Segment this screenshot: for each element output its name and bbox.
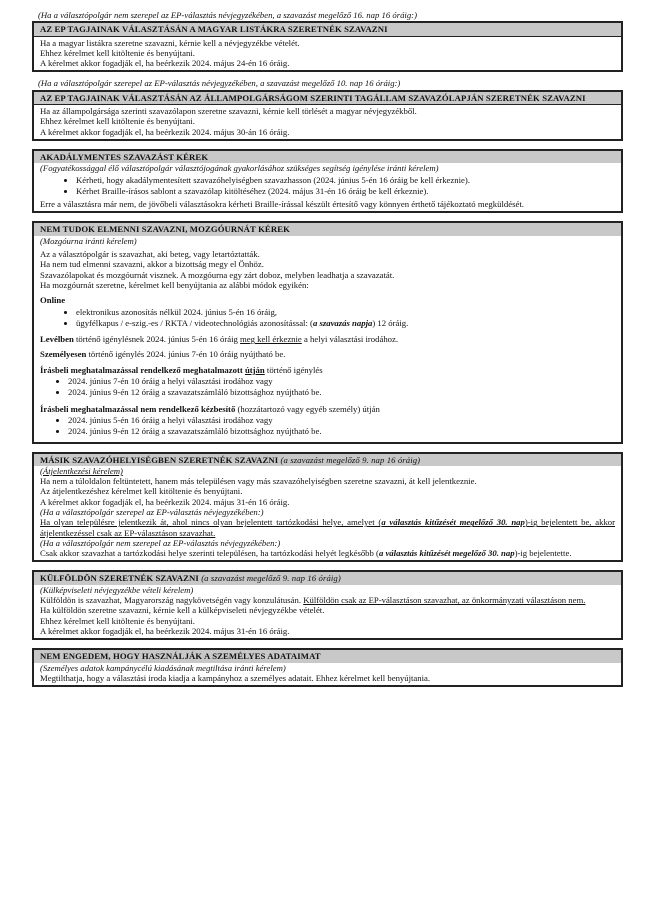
section-atjelentkezes [32,452,623,563]
meghatalmazott-heading: Írásbeli meghatalmazással rendelkező meghatalmazott útján történő igénylés [40,364,323,375]
bullet-list [40,376,615,398]
bullet-list [40,307,615,329]
section-title-note: (a szavazást megelőző 9. nap 16 óráig) [280,454,421,465]
section-ep-magyar-lista [32,21,623,72]
text-line: A kérelmet akkor fogadják el, ha beérkezik 2024. május 24-én 16 óráig. [40,58,290,69]
section-subtitle: (Mozgóurna iránti kérelem) [40,235,137,246]
text-line: A kérelmet akkor fogadják el, ha beérkezik 2024. május 30-án 16 óráig. [40,126,290,137]
list-item: • Kérhet Braille-írásos sablont a szavazólap kitöltéséhez (2024. május 31-én 16 óráig be kell érkeznie). [76,186,615,196]
text-line: Ehhez kérelmet kell kitöltenie és benyújtani. [40,116,195,127]
section-subtitle: (Fogyatékossággal élő választópolgár választójogának gyakorlásához szükséges segítség igénylése iránti kérelem) [40,163,439,174]
section-akadalymentes [32,149,623,213]
section-note: (Ha a választópolgár nem szerepel az EP-választás névjegyzékében:) [40,537,281,548]
text-line: Az a választópolgár is szavazhat, aki beteg, vagy letartóztatták. [40,249,260,260]
section-subtitle: (Külképviseleti névjegyzékbe vételi kérelem) [40,584,194,595]
online-label: Online [40,295,66,306]
section-note: (Ha a választópolgár szerepel az EP-választás névjegyzékében, a szavazást megelőző 10. nap 16 óráig:) [38,78,401,89]
text-line: Ha külföldön szeretne szavazni, kérnie kell a külképviseleti névjegyzékbe vételét. [40,605,325,616]
text-line: Ha mozgóurnát szeretne, kérelmet kell benyújtania az alábbi módok egyikén: [40,279,309,290]
section-mozgourna [32,221,623,443]
text-paragraph: Csak akkor szavazhat a tartózkodási helye szerinti településen, ha tartózkodási helyét legkésőbb (a választás kitűzését megelőző 30. nap)-ig bejelentette. [40,548,572,559]
text-paragraph: Külföldön is szavazhat, Magyarország nagykövetségén vagy konzulátusán. Külföldön csak az EP-választáson szavazhat, az önkormányzati választáson nem. [40,595,586,606]
text-line: Ehhez kérelmet kell kitöltenie és benyújtani. [40,615,195,626]
list-item: • elektronikus azonosítás nélkül 2024. június 5-én 16 óráig, [76,307,615,317]
text-paragraph: Erre a választásra már nem, de jövőbeli választásokra kérheti Braille-írással készült értesítő vagy könnyen érthető tájékoztató megküldését. [40,199,524,210]
text-line: Ha nem tud elmenni szavazni, akkor a bizottság megy el Önhöz. [40,259,264,270]
section-subtitle: (Személyes adatok kampánycélú kiadásának megtiltása iránti kérelem) [40,662,286,673]
bullet-list [40,175,615,197]
text-line: Ha nem a túloldalon feltüntetett, hanem más településen vagy más szavazóhelyiségben szeretne szavazni, át kell jelentkeznie. [40,476,477,487]
list-item: • 2024. június 7-én 10 óráig a helyi választási irodához vagy [68,376,615,386]
section-title: AZ EP TAGJAINAK VÁLASZTÁSÁN AZ ÁLLAMPOLGÁRSÁGOM SZERINTI TAGÁLLAM SZAVAZÓLAPJÁN SZERETNÉK SZAVAZNI [34,92,621,105]
section-subtitle: (Átjelentkezési kérelem) [40,465,123,476]
section-title: NEM ENGEDEM, HOGY HASZNÁLJÁK A SZEMÉLYES ADATAIMAT [40,651,321,662]
section-title: MÁSIK SZAVAZÓHELYISÉGBEN SZERETNÉK SZAVAZNI [40,454,279,465]
text-line: Ehhez kérelmet kell kitöltenie és benyújtani. [40,47,195,58]
list-item: • 2024. június 5-én 16 óráig a helyi választási irodához vagy [68,415,615,425]
section-ep-tagallam [32,90,623,141]
text-line: Megtilthatja, hogy a választási iroda kiadja a kampányhoz a személyes adatait. Ehhez kérelmet kell benyújtania. [40,672,431,683]
kezbesito-heading: Írásbeli meghatalmazással nem rendelkező kézbesítő (hozzátartozó vagy egyéb személy) útján [40,403,380,414]
levelben-line: Levélben történő igénylésnek 2024. június 5-én 16 óráig meg kell érkeznie a helyi választási irodához. [40,334,399,345]
text-line: Az átjelentkezéshez kérelmet kell kitöltenie és benyújtani. [40,486,243,497]
text-line: Ha az állampolgársága szerinti szavazólapon szeretne szavazni, kérnie kell törlését a magyar névjegyzékből. [40,106,417,117]
section-title: AZ EP TAGJAINAK VÁLASZTÁSÁN A MAGYAR LISTÁKRA SZERETNÉK SZAVAZNI [34,23,621,36]
section-kulfold [32,570,623,640]
bullet-list [40,415,615,437]
text-line: A kérelmet akkor fogadják el, ha beérkezik 2024. május 31-én 16 óráig. [40,496,290,507]
section-title: NEM TUDOK ELMENNI SZAVAZNI, MOZGÓURNÁT KÉREK [40,224,290,235]
list-item: • 2024. június 9-én 12 óráig a szavazatszámláló bizottsághoz nyújtható be. [68,387,615,397]
list-item: • Kérheti, hogy akadálymentesített szavazóhelyiségben szavazhasson (2024. június 5-én 16 óráig be kell érkeznie). [76,175,615,185]
section-note: (Ha a választópolgár szerepel az EP-választás névjegyzékében:) [40,506,264,517]
list-item: • ügyfélkapus / e-szig.-es / RKTA / videotechnológiás azonosítással: (a szavazás napja) 12 óráig. [76,318,615,328]
section-title: AKADÁLYMENTES SZAVAZÁST KÉREK [40,151,209,162]
section-note: (Ha a választópolgár nem szerepel az EP-választás névjegyzékében, a szavazást megelőző 16. nap 16 óráig:) [38,10,417,20]
text-line: Ha a magyar listákra szeretne szavazni, kérnie kell a névjegyzékbe vételét. [40,37,300,48]
section-adatvedelem [32,648,623,687]
text-line: A kérelmet akkor fogadják el, ha beérkezik 2024. május 31-én 16 óráig. [40,625,290,636]
szemelyesen-line: Személyesen történő igénylés 2024. június 7-én 10 óráig nyújtható be. [40,349,286,360]
section-title: KÜLFÖLDÖN SZERETNÉK SZAVAZNI [40,573,199,584]
text-line: Szavazólapokat és mozgóurnát visznek. A mozgóurna egy zárt doboz, melyben leadhatja a szavazatát. [40,269,395,280]
text-paragraph: Ha olyan településre jelentkezik át, ahol nincs olyan bejelentett tartózkodási helye, amelyet (a választás kitűzését megelőző 30. nap)-ig bejelentett be, akkor átjelentkezéssel csak az EP-választáson szavazhat. [40,517,616,538]
list-item: • 2024. június 9-én 12 óráig a szavazatszámláló bizottsághoz nyújtható be. [68,426,615,436]
section-title-note: (a szavazást megelőző 9. nap 16 óráig) [201,573,341,584]
